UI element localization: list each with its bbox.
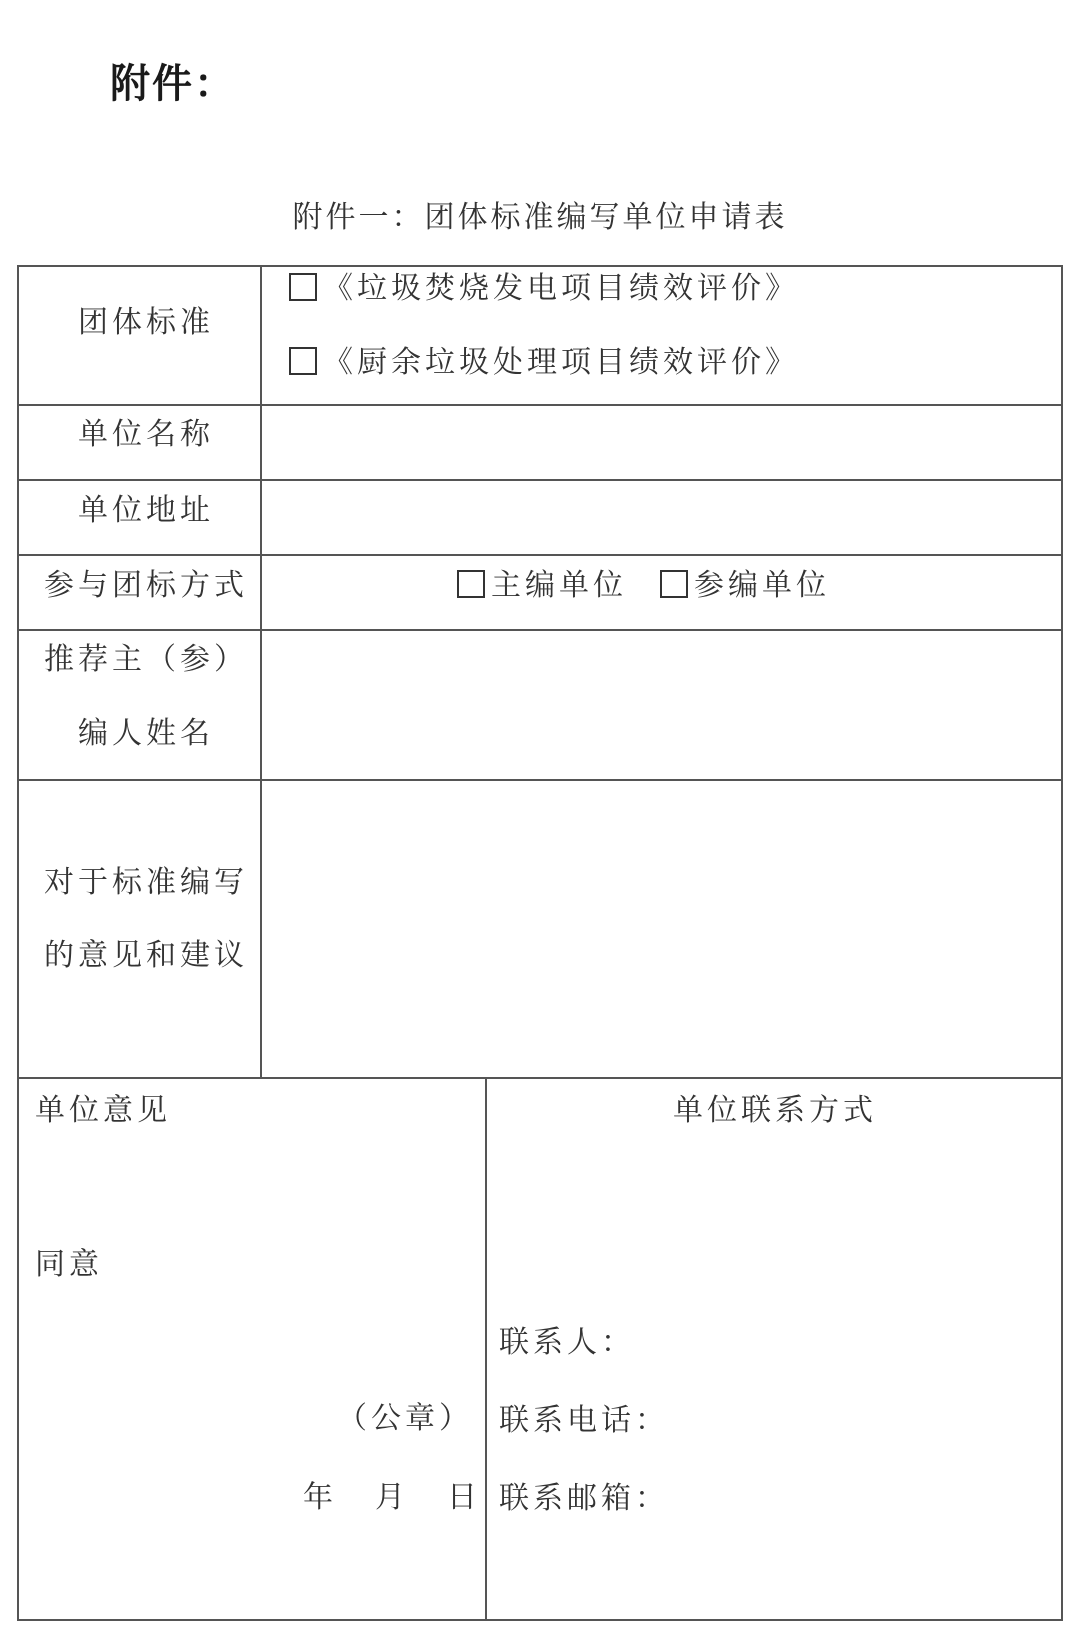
checkbox-icon[interactable] — [289, 347, 317, 375]
standard-label: 团体标准 — [78, 305, 214, 340]
application-form-table — [17, 265, 1063, 1621]
participation-label: 参与团标方式 — [44, 568, 248, 603]
form-title: 附件一：团体标准编写单位申请表 — [292, 200, 788, 235]
unit-opinion-agree: 同意 — [35, 1247, 103, 1282]
standard-option-1[interactable]: 《垃圾焚烧发电项目绩效评价》 — [289, 263, 799, 307]
participation-option-chief[interactable]: 主编单位 — [457, 560, 627, 604]
checkbox-icon[interactable] — [289, 273, 317, 301]
row-divider — [19, 779, 1061, 781]
contact-person-label: 联系人： — [499, 1325, 635, 1360]
contact-phone-label: 联系电话： — [499, 1403, 669, 1438]
checkbox-icon[interactable] — [660, 570, 688, 598]
suggestions-label-line1: 对于标准编写 — [44, 865, 248, 900]
attachment-heading: 附件： — [110, 61, 236, 107]
contact-email-label: 联系邮箱： — [499, 1481, 669, 1516]
checkbox-icon[interactable] — [457, 570, 485, 598]
row-divider — [19, 479, 1061, 481]
editor-label-line1: 推荐主（参） — [44, 642, 248, 677]
row-divider — [19, 554, 1061, 556]
date-line: 年 月 日 — [303, 1480, 483, 1515]
participation-option-co[interactable]: 参编单位 — [660, 560, 830, 604]
unit-opinion-title: 单位意见 — [35, 1093, 171, 1128]
row-divider — [19, 1077, 1061, 1079]
official-seal-label: （公章） — [337, 1401, 473, 1436]
unit-address-label: 单位地址 — [78, 493, 214, 528]
suggestions-label-line2: 的意见和建议 — [44, 938, 248, 973]
editor-label-line2: 编人姓名 — [78, 716, 214, 751]
bottom-section-divider — [485, 1077, 487, 1621]
row-divider — [19, 404, 1061, 406]
row-divider — [19, 629, 1061, 631]
contact-title: 单位联系方式 — [673, 1093, 877, 1128]
unit-name-label: 单位名称 — [78, 417, 214, 452]
standard-option-2[interactable]: 《厨余垃圾处理项目绩效评价》 — [289, 337, 799, 381]
